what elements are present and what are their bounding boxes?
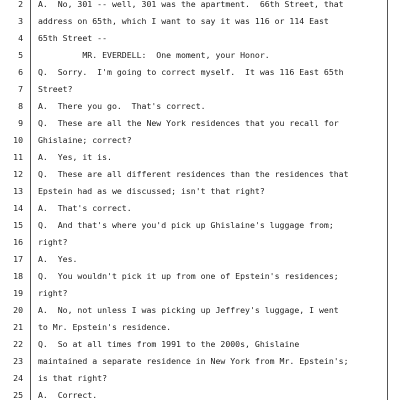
line-text: Ghislaine; correct?	[38, 135, 132, 145]
line-number: 6	[18, 67, 23, 77]
line-text: A. Yes, it is.	[38, 152, 112, 162]
line-number: 24	[13, 373, 23, 383]
line-text: A. Correct.	[38, 390, 98, 400]
line-text: Q. Sorry. I'm going to correct myself. It was 116 East 65th	[38, 67, 344, 77]
line-text: Q. These are all the New York residences that you recall for	[38, 118, 339, 128]
line-text: Street?	[38, 84, 73, 94]
line-text: to Mr. Epstein's residence.	[38, 322, 172, 332]
line-number: 7	[18, 84, 23, 94]
line-number: 20	[13, 305, 23, 315]
line-number: 15	[13, 220, 23, 230]
line-text: Epstein had as we discussed; isn't that right?	[38, 186, 265, 196]
line-text: is that right?	[38, 373, 108, 383]
line-text: A. No, not unless I was picking up Jeffrey's luggage, I went	[38, 305, 339, 315]
line-number: 9	[18, 118, 23, 128]
line-number: 16	[13, 237, 23, 247]
line-text: address on 65th, which I want to say it was 116 or 114 East	[38, 16, 329, 26]
line-number: 23	[13, 356, 23, 366]
line-text: right?	[38, 288, 68, 298]
transcript-line	[0, 390, 400, 410]
line-number: 12	[13, 169, 23, 179]
line-text: A. There you go. That's correct.	[38, 101, 206, 111]
line-number: 4	[18, 33, 23, 43]
line-number: 10	[13, 135, 23, 145]
line-text: A. That's correct.	[38, 203, 132, 213]
line-text: 65th Street --	[38, 33, 108, 43]
line-text: Q. And that's where you'd pick up Ghislaine's luggage from;	[38, 220, 334, 230]
line-number: 11	[13, 152, 23, 162]
line-number: 5	[18, 50, 23, 60]
line-number: 18	[13, 271, 23, 281]
line-number: 19	[13, 288, 23, 298]
line-number: 13	[13, 186, 23, 196]
line-text: A. Yes.	[38, 254, 78, 264]
line-text: Q. You wouldn't pick it up from one of Epstein's residences;	[38, 271, 339, 281]
line-number: 17	[13, 254, 23, 264]
line-text: Q. So at all times from 1991 to the 2000s, Ghislaine	[38, 339, 300, 349]
line-text: A. No, 301 -- well, 301 was the apartment. 66th Street, that	[38, 0, 344, 9]
line-number: 22	[13, 339, 23, 349]
line-number: 2	[18, 0, 23, 9]
line-number: 21	[13, 322, 23, 332]
line-number: 3	[18, 16, 23, 26]
line-number: 14	[13, 203, 23, 213]
line-number: 8	[18, 101, 23, 111]
line-text: Q. These are all different residences than the residences that	[38, 169, 349, 179]
line-number: 25	[13, 390, 23, 400]
line-text: right?	[38, 237, 68, 247]
line-text: MR. EVERDELL: One moment, your Honor.	[38, 50, 270, 60]
line-text: maintained a separate residence in New York from Mr. Epstein's;	[38, 356, 349, 366]
